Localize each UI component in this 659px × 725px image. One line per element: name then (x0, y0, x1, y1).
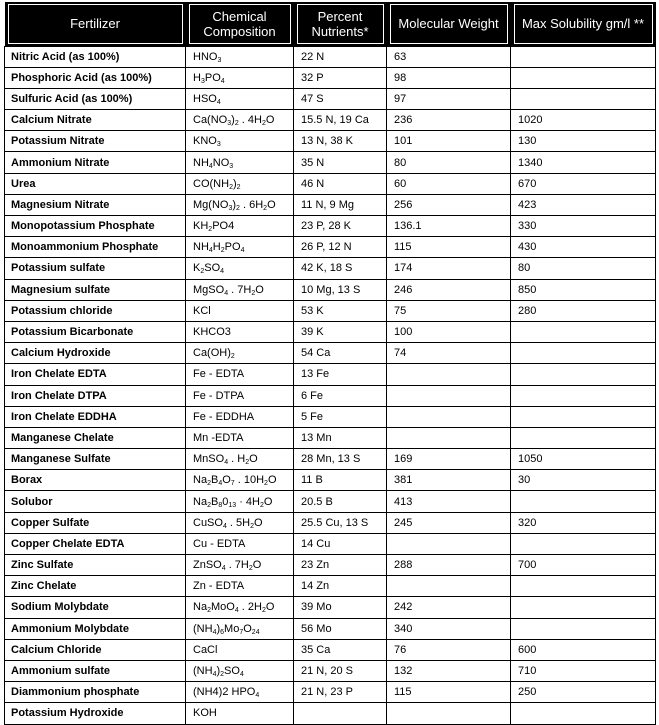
solubility-cell (511, 46, 656, 67)
nutrients-cell: 14 Cu (294, 533, 387, 554)
molecular-weight-cell (387, 406, 511, 427)
molecular-weight-cell: 74 (387, 343, 511, 364)
header-nutrients: Percent Nutrients* (294, 2, 387, 46)
table-row (5, 173, 656, 194)
solubility-cell: 670 (511, 173, 656, 194)
molecular-weight-cell: 101 (387, 131, 511, 152)
fertilizer-table-container (4, 2, 655, 725)
fertilizer-name-cell: Magnesium sulfate (5, 279, 186, 300)
formula-cell: $Na_2B_80_{13} \cdot 4H_2O$ (186, 491, 294, 512)
molecular-weight-cell: 100 (387, 321, 511, 342)
table-row (5, 46, 656, 67)
solubility-cell (511, 618, 656, 639)
nutrients-cell: 15.5 N, 19 Ca (294, 110, 387, 131)
solubility-cell: 330 (511, 216, 656, 237)
molecular-weight-cell: 413 (387, 491, 511, 512)
solubility-cell (511, 364, 656, 385)
table-row (5, 449, 656, 470)
solubility-cell: 1050 (511, 449, 656, 470)
molecular-weight-cell: 115 (387, 237, 511, 258)
formula-cell: $CO(NH_2)_2$ (186, 173, 294, 194)
molecular-weight-cell: 236 (387, 110, 511, 131)
table-row (5, 512, 656, 533)
table-row (5, 491, 656, 512)
solubility-cell (511, 576, 656, 597)
table-body (5, 46, 656, 724)
molecular-weight-cell (387, 576, 511, 597)
header-row (5, 2, 656, 46)
nutrients-cell: 28 Mn, 13 S (294, 449, 387, 470)
molecular-weight-cell: 98 (387, 67, 511, 88)
nutrients-cell: 35 Ca (294, 639, 387, 660)
molecular-weight-cell: 132 (387, 660, 511, 681)
solubility-cell: 423 (511, 194, 656, 215)
molecular-weight-cell: 75 (387, 300, 511, 321)
header-fertilizer: Fertilizer (5, 2, 186, 46)
solubility-cell: 80 (511, 258, 656, 279)
solubility-cell: 850 (511, 279, 656, 300)
formula-cell: $HSO_4$ (186, 88, 294, 109)
formula-cell: Zn - EDTA (186, 576, 294, 597)
nutrients-cell: 47 S (294, 88, 387, 109)
solubility-cell (511, 703, 656, 724)
fertilizer-name-cell: Diammonium phosphate (5, 682, 186, 703)
solubility-cell (511, 427, 656, 448)
nutrients-cell: 35 N (294, 152, 387, 173)
fertilizer-name-cell: Potassium Hydroxide (5, 703, 186, 724)
formula-cell: $(NH_4)_6Mo_7O_{24}$ (186, 618, 294, 639)
formula-cell: Mn -EDTA (186, 427, 294, 448)
formula-cell: $K_2SO_4$ (186, 258, 294, 279)
table-row (5, 343, 656, 364)
molecular-weight-cell: 381 (387, 470, 511, 491)
fertilizer-name-cell: Monopotassium Phosphate (5, 216, 186, 237)
molecular-weight-cell (387, 385, 511, 406)
formula-cell: $Na_2B_4O_7$ . $10H_2O$ (186, 470, 294, 491)
nutrients-cell: 25.5 Cu, 13 S (294, 512, 387, 533)
formula-cell: KHCO3 (186, 321, 294, 342)
fertilizer-name-cell: Borax (5, 470, 186, 491)
molecular-weight-cell: 288 (387, 555, 511, 576)
formula-cell: KCl (186, 300, 294, 321)
formula-cell: ZnSO$_4$ . $7H_2O$ (186, 555, 294, 576)
molecular-weight-cell: 246 (387, 279, 511, 300)
header-solubility: Max Solubility gm/l ** (511, 2, 656, 46)
nutrients-cell: 13 Mn (294, 427, 387, 448)
table-row (5, 618, 656, 639)
fertilizer-name-cell: Potassium chloride (5, 300, 186, 321)
nutrients-cell: 53 K (294, 300, 387, 321)
nutrients-cell: 26 P, 12 N (294, 237, 387, 258)
nutrients-cell: 32 P (294, 67, 387, 88)
solubility-cell (511, 406, 656, 427)
fertilizer-name-cell: Iron Chelate DTPA (5, 385, 186, 406)
solubility-cell: 600 (511, 639, 656, 660)
solubility-cell: 280 (511, 300, 656, 321)
solubility-cell: 1020 (511, 110, 656, 131)
formula-cell: Fe - EDTA (186, 364, 294, 385)
table-row (5, 300, 656, 321)
solubility-cell (511, 321, 656, 342)
solubility-cell (511, 385, 656, 406)
nutrients-cell: 13 N, 38 K (294, 131, 387, 152)
molecular-weight-cell: 63 (387, 46, 511, 67)
table-row (5, 258, 656, 279)
molecular-weight-cell: 174 (387, 258, 511, 279)
formula-cell: $H_3PO_4$ (186, 67, 294, 88)
molecular-weight-cell: 256 (387, 194, 511, 215)
molecular-weight-cell: 242 (387, 597, 511, 618)
fertilizer-name-cell: Calcium Chloride (5, 639, 186, 660)
nutrients-cell: 22 N (294, 46, 387, 67)
formula-cell: Cu - EDTA (186, 533, 294, 554)
fertilizer-name-cell: Solubor (5, 491, 186, 512)
fertilizer-name-cell: Magnesium Nitrate (5, 194, 186, 215)
molecular-weight-cell: 97 (387, 88, 511, 109)
solubility-cell (511, 88, 656, 109)
header-composition: Chemical Composition (186, 2, 294, 46)
fertilizer-name-cell: Potassium Bicarbonate (5, 321, 186, 342)
table-row (5, 427, 656, 448)
fertilizer-name-cell: Ammonium Nitrate (5, 152, 186, 173)
table-row (5, 385, 656, 406)
formula-cell: CuSO$_4$ . $5H_2O$ (186, 512, 294, 533)
molecular-weight-cell: 340 (387, 618, 511, 639)
molecular-weight-cell: 136.1 (387, 216, 511, 237)
solubility-cell (511, 343, 656, 364)
table-row (5, 406, 656, 427)
fertilizer-name-cell: Ammonium Molybdate (5, 618, 186, 639)
formula-cell: MnSO$_4$ . $H_2O$ (186, 449, 294, 470)
formula-cell: $NH_4NO_3$ (186, 152, 294, 173)
nutrients-cell: 21 N, 23 P (294, 682, 387, 703)
table-row (5, 597, 656, 618)
molecular-weight-cell: 169 (387, 449, 511, 470)
nutrients-cell: 11 B (294, 470, 387, 491)
molecular-weight-cell (387, 427, 511, 448)
formula-cell: Fe - DTPA (186, 385, 294, 406)
solubility-cell: 320 (511, 512, 656, 533)
solubility-cell: 700 (511, 555, 656, 576)
nutrients-cell: 39 K (294, 321, 387, 342)
header-molecular-weight: Molecular Weight (387, 2, 511, 46)
formula-cell: $Na_2MoO_4$ . $2H_2O$ (186, 597, 294, 618)
formula-cell: $(NH_4)_2SO_4$ (186, 660, 294, 681)
fertilizer-name-cell: Urea (5, 173, 186, 194)
molecular-weight-cell: 115 (387, 682, 511, 703)
fertilizer-name-cell: Nitric Acid (as 100%) (5, 46, 186, 67)
table-row (5, 110, 656, 131)
table-row (5, 639, 656, 660)
table-row (5, 194, 656, 215)
table-row (5, 67, 656, 88)
formula-cell: $NH_4H_2PO_4$ (186, 237, 294, 258)
fertilizer-name-cell: Monoammonium Phosphate (5, 237, 186, 258)
nutrients-cell: 39 Mo (294, 597, 387, 618)
solubility-cell (511, 533, 656, 554)
molecular-weight-cell: 245 (387, 512, 511, 533)
solubility-cell (511, 597, 656, 618)
formula-cell: $KNO_3$ (186, 131, 294, 152)
molecular-weight-cell (387, 703, 511, 724)
fertilizer-name-cell: Calcium Nitrate (5, 110, 186, 131)
fertilizer-name-cell: Zinc Sulfate (5, 555, 186, 576)
table-row (5, 555, 656, 576)
fertilizer-table (4, 2, 656, 725)
table-row (5, 364, 656, 385)
table-row (5, 682, 656, 703)
nutrients-cell: 21 N, 20 S (294, 660, 387, 681)
fertilizer-name-cell: Iron Chelate EDTA (5, 364, 186, 385)
formula-cell: $Mg(NO_3)_2$ . $6H_2O$ (186, 194, 294, 215)
fertilizer-name-cell: Copper Chelate EDTA (5, 533, 186, 554)
table-row (5, 279, 656, 300)
molecular-weight-cell: 76 (387, 639, 511, 660)
solubility-cell: 250 (511, 682, 656, 703)
fertilizer-name-cell: Sodium Molybdate (5, 597, 186, 618)
table-row (5, 470, 656, 491)
molecular-weight-cell (387, 364, 511, 385)
table-row (5, 131, 656, 152)
fertilizer-name-cell: Manganese Sulfate (5, 449, 186, 470)
nutrients-cell: 6 Fe (294, 385, 387, 406)
solubility-cell: 710 (511, 660, 656, 681)
nutrients-cell: 54 Ca (294, 343, 387, 364)
solubility-cell: 430 (511, 237, 656, 258)
table-row (5, 88, 656, 109)
nutrients-cell: 13 Fe (294, 364, 387, 385)
fertilizer-name-cell: Ammonium sulfate (5, 660, 186, 681)
solubility-cell (511, 67, 656, 88)
formula-cell: $HNO_3$ (186, 46, 294, 67)
solubility-cell (511, 491, 656, 512)
nutrients-cell: 10 Mg, 13 S (294, 279, 387, 300)
table-row (5, 321, 656, 342)
nutrients-cell (294, 703, 387, 724)
molecular-weight-cell (387, 533, 511, 554)
table-row (5, 216, 656, 237)
table-row (5, 533, 656, 554)
nutrients-cell: 23 Zn (294, 555, 387, 576)
fertilizer-name-cell: Phosphoric Acid (as 100%) (5, 67, 186, 88)
nutrients-cell: 46 N (294, 173, 387, 194)
nutrients-cell: 42 K, 18 S (294, 258, 387, 279)
fertilizer-name-cell: Zinc Chelate (5, 576, 186, 597)
formula-cell: KOH (186, 703, 294, 724)
formula-cell: CaCl (186, 639, 294, 660)
molecular-weight-cell: 60 (387, 173, 511, 194)
formula-cell: $Ca(OH)_2$ (186, 343, 294, 364)
fertilizer-name-cell: Potassium sulfate (5, 258, 186, 279)
nutrients-cell: 20.5 B (294, 491, 387, 512)
nutrients-cell: 11 N, 9 Mg (294, 194, 387, 215)
fertilizer-name-cell: Copper Sulfate (5, 512, 186, 533)
fertilizer-name-cell: Potassium Nitrate (5, 131, 186, 152)
formula-cell: MgSO$_4$ . $7H_2O$ (186, 279, 294, 300)
table-row (5, 703, 656, 724)
fertilizer-name-cell: Manganese Chelate (5, 427, 186, 448)
molecular-weight-cell: 80 (387, 152, 511, 173)
table-row (5, 237, 656, 258)
formula-cell: $Ca(NO_3)_2$ . $4H_2O$ (186, 110, 294, 131)
table-row (5, 152, 656, 173)
formula-cell: $KH_2PO4$ (186, 216, 294, 237)
table-row (5, 660, 656, 681)
fertilizer-name-cell: Iron Chelate EDDHA (5, 406, 186, 427)
table-row (5, 576, 656, 597)
nutrients-cell: 56 Mo (294, 618, 387, 639)
solubility-cell: 1340 (511, 152, 656, 173)
formula-cell: (NH4)2 $HPO_4$ (186, 682, 294, 703)
fertilizer-name-cell: Sulfuric Acid (as 100%) (5, 88, 186, 109)
fertilizer-name-cell: Calcium Hydroxide (5, 343, 186, 364)
nutrients-cell: 23 P, 28 K (294, 216, 387, 237)
formula-cell: Fe - EDDHA (186, 406, 294, 427)
nutrients-cell: 14 Zn (294, 576, 387, 597)
solubility-cell: 130 (511, 131, 656, 152)
nutrients-cell: 5 Fe (294, 406, 387, 427)
solubility-cell: 30 (511, 470, 656, 491)
